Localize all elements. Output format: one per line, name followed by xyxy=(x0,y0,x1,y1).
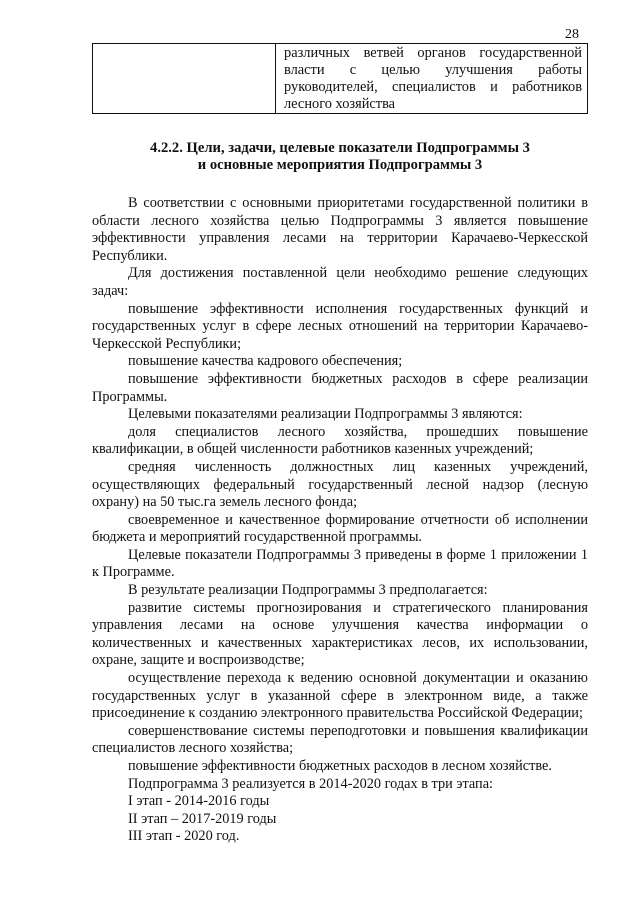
table-cell-empty xyxy=(93,44,276,114)
paragraph-indicator-3: своевременное и качественное формирование отчетности об исполнении бюджета и мероприятий государственной программы. xyxy=(92,511,588,546)
paragraph-task-2: повышение качества кадрового обеспечения; xyxy=(128,353,403,370)
section-heading-line-1: 4.2.2. Цели, задачи, целевые показатели Подпрограммы 3 xyxy=(150,140,530,156)
continuation-table xyxy=(92,43,588,114)
paragraph-stage-3: III этап - 2020 год. xyxy=(128,828,240,845)
paragraph-tasks-intro: Для достижения поставленной цели необходимо решение следующих задач: xyxy=(92,265,588,299)
table-row xyxy=(93,44,588,114)
paragraph-task-1: повышение эффективности исполнения государственных функций и государственных услуг в сфере лесных отношений на территории Карачаево-Черкесской Республики; xyxy=(92,300,588,352)
paragraph-indicator-1: доля специалистов лесного хозяйства, прошедших повышение квалификации, в общей численности работников казенных учреждений; xyxy=(92,423,588,458)
paragraph-indicators-reference: Целевые показатели Подпрограммы 3 приведены в форме 1 приложении 1 к Программе. xyxy=(92,546,588,581)
paragraph-results-intro: В результате реализации Подпрограммы 3 предполагается: xyxy=(128,582,488,599)
paragraph-result-2: осуществление перехода к ведению основной документации и оказанию государственных услуг в указанной сфере в электронном виде, а также присоединение к созданию электронного правительства Российской Федерации; xyxy=(92,670,588,722)
page-number: 28 xyxy=(565,27,579,42)
table-cell-text: различных ветвей органов государственной власти с целью улучшения работы руководителей, специалистов и работников лесного хозяйства xyxy=(276,44,588,114)
paragraph-indicators-intro: Целевыми показателями реализации Подпрограммы 3 являются: xyxy=(128,406,523,423)
paragraph-task-3: повышение эффективности бюджетных расходов в сфере реализации Программы. xyxy=(92,370,588,405)
paragraph-result-1: развитие системы прогнозирования и стратегического планирования управления лесами на основе улучшения качества информации о количественных и качественных характеристиках лесов, их использовании, охране, защите и воспроизводстве; xyxy=(92,599,588,669)
paragraph-result-3: совершенствование системы переподготовки и повышения квалификации специалистов лесного хозяйства; xyxy=(92,722,588,757)
body-text xyxy=(92,195,588,846)
section-heading-line-2: и основные мероприятия Подпрограммы 3 xyxy=(197,157,483,173)
paragraph-goal: В соответствии с основными приоритетами государственной политики в области лесного хозяйства целью Подпрограммы 3 является повышение эффективности управления лесами на территории Карачаево-Черкесской Республики. xyxy=(92,195,588,264)
paragraph-stage-1: I этап - 2014-2016 годы xyxy=(128,793,270,810)
paragraph-result-4: повышение эффективности бюджетных расходов в лесном хозяйстве. xyxy=(128,758,552,774)
section-heading xyxy=(92,140,588,174)
paragraph-indicator-2: средняя численность должностных лиц казенных учреждений, осуществляющих федеральный государственный лесной надзор (лесную охрану) на 50 тыс.га земель лесного фонда; xyxy=(92,458,588,511)
paragraph-stage-2: II этап – 2017-2019 годы xyxy=(128,810,277,827)
paragraph-stages-intro: Подпрограмма 3 реализуется в 2014-2020 годах в три этапа: xyxy=(128,775,494,792)
